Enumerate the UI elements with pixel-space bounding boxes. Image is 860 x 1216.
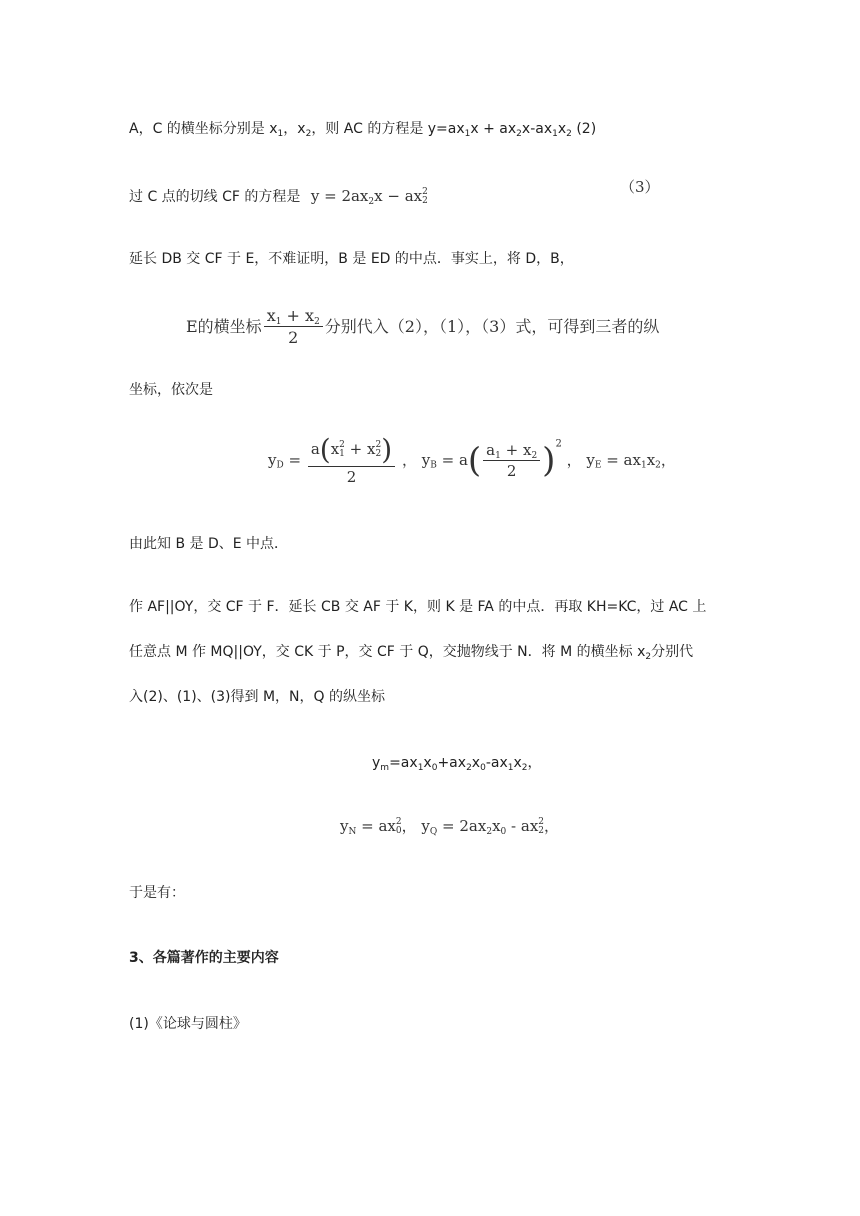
line-1-part: x <box>557 121 567 137</box>
f-part: a <box>458 451 468 469</box>
sup: 2 <box>538 817 545 827</box>
tangent-formula <box>311 187 428 205</box>
numerator <box>264 308 323 327</box>
line-1-label: A，C 的横坐标分别是 x <box>129 121 278 137</box>
fraction-yb <box>483 440 540 480</box>
sub: 2 <box>531 450 538 461</box>
num-part: a <box>310 440 320 458</box>
sub: 1 <box>640 460 647 471</box>
f-part: y <box>372 755 381 771</box>
f-part: x <box>513 755 522 771</box>
heading-text: 3、各篇著作的主要内容 <box>129 950 279 966</box>
denominator: 2 <box>506 461 517 480</box>
text-line-11 <box>372 755 542 773</box>
line-9-text-a: 任意点 M 作 MQ||OY，交 CK 于 P，交 CF 于 Q，交抛物线于 N．将 M 的横坐标 x <box>129 644 646 660</box>
sub: 0 <box>431 763 438 773</box>
text-line-9 <box>129 644 694 662</box>
text-line-8 <box>129 600 706 614</box>
sub: 1 <box>495 450 501 461</box>
f-part: x <box>646 451 656 469</box>
sub: 2 <box>516 129 522 139</box>
sub: 1 <box>552 129 558 139</box>
sup: 2 <box>555 438 562 450</box>
fraction <box>264 308 323 346</box>
sub: N <box>348 827 357 837</box>
sub: Q <box>429 827 438 837</box>
sub: 0 <box>500 827 507 837</box>
f-part: x <box>471 755 481 771</box>
f-part: y <box>421 817 430 835</box>
num-part: a <box>486 440 496 459</box>
sub: 2 <box>314 317 320 327</box>
line-4-pre: E的横坐标 <box>186 317 262 336</box>
text-line-12 <box>340 818 559 836</box>
denominator: 2 <box>346 468 357 486</box>
sup: 2 <box>395 817 402 827</box>
line-5-text: 坐标，依次是 <box>129 382 213 398</box>
f-part: -ax <box>485 755 508 771</box>
sub: 2 <box>521 763 528 773</box>
text-line-13 <box>129 886 185 900</box>
f-part: +ax <box>437 755 467 771</box>
sub: 1 <box>507 763 514 773</box>
sub: D <box>276 460 284 471</box>
sub: 2 <box>645 652 652 662</box>
sep: ， <box>566 451 582 469</box>
sub: 2 <box>305 129 312 139</box>
sub: E <box>594 460 602 471</box>
f-part: y <box>421 451 431 469</box>
f-part: - ax <box>506 817 539 835</box>
line-3-text: 延长 DB 交 CF 于 E，不难证明，B 是 ED 的中点．事实上，将 D，B， <box>129 251 574 267</box>
num-part: x <box>266 306 276 325</box>
line-13-text: 于是有： <box>129 885 185 901</box>
f-part: x <box>423 755 432 771</box>
num-part: + x <box>344 440 376 458</box>
sub: 1 <box>464 129 471 139</box>
text-line-10 <box>129 690 385 704</box>
section-heading <box>129 951 279 965</box>
paren: ) <box>542 440 556 481</box>
f-part: =ax <box>389 755 418 771</box>
text-line-3 <box>129 252 574 266</box>
f-part: ， <box>527 755 542 771</box>
text-line-7 <box>129 537 288 551</box>
text-line-1 <box>129 121 597 139</box>
sub: 2 <box>566 129 572 139</box>
line-2-text: 过 C 点的切线 CF 的方程是 <box>129 189 301 205</box>
line-10-text: 入(2)、(1)、(3)得到 M，N，Q 的纵坐标 <box>129 689 385 705</box>
denominator: 2 <box>288 328 299 347</box>
tag-text: （3） <box>620 178 660 196</box>
sup: 2 <box>375 440 382 450</box>
paren: ) <box>381 433 393 466</box>
sub: 0 <box>480 763 486 773</box>
sub: 1 <box>275 317 282 327</box>
text-line-5 <box>129 383 213 397</box>
sub: 2 <box>655 460 661 471</box>
fraction-yd <box>308 433 395 486</box>
sub: 1 <box>277 129 284 139</box>
sub: 2 <box>375 449 382 459</box>
line-1-part: x + ax <box>470 121 517 137</box>
sub: 1 <box>339 449 345 459</box>
sup: 2 <box>422 187 428 197</box>
numerator <box>483 440 540 461</box>
line-15-text: (1)《论球与圆柱》 <box>129 1016 247 1032</box>
line-1-part: x-ax <box>521 121 553 137</box>
formula-part: y = 2ax <box>310 187 369 205</box>
paren: ( <box>319 433 331 466</box>
sub: 2 <box>422 196 428 206</box>
line-7-text: 由此知 B 是 D、E 中点． <box>129 536 289 552</box>
equation-tag: (2) <box>576 121 597 137</box>
line-1-eq: ，则 AC 的方程是 y=ax <box>311 121 465 137</box>
line-4-post: 分别代入（2），（1），（3）式，可得到三者的纵 <box>324 317 660 336</box>
text-line-4 <box>186 308 659 346</box>
sub: 2 <box>466 763 472 773</box>
equation-tag-3 <box>620 180 660 195</box>
f-part: = <box>283 451 306 469</box>
sub: 2 <box>368 197 375 207</box>
text-line-2 <box>129 188 428 206</box>
sub: 1 <box>417 763 424 773</box>
f-part: x <box>492 817 501 835</box>
text-line-15 <box>129 1017 247 1031</box>
sup: 2 <box>339 440 345 450</box>
sub: 2 <box>486 827 493 837</box>
numerator <box>308 433 395 467</box>
sep: ， <box>401 451 417 469</box>
line-9-text-b: 分别代 <box>651 644 694 660</box>
sub: m <box>380 763 390 773</box>
text-line-6 <box>268 433 676 486</box>
sep: ， <box>660 451 676 469</box>
sub: 2 <box>538 826 545 836</box>
f-part: ， <box>544 817 560 835</box>
line-1-mid: ，x <box>283 121 306 137</box>
f-part: y <box>586 451 595 469</box>
f-part: y <box>340 817 349 835</box>
f-part: y <box>268 451 277 469</box>
sub: 0 <box>395 826 402 836</box>
formula-part: x − ax <box>374 187 423 205</box>
f-part: = ax <box>601 451 641 469</box>
line-8-text: 作 AF||OY，交 CF 于 F．延长 CB 交 AF 于 K，则 K 是 FA 的中点．再取 KH=KC，过 AC 上 <box>129 599 707 615</box>
f-part: = 2ax <box>437 817 487 835</box>
f-part: = <box>436 451 459 469</box>
f-part: = ax <box>356 817 396 835</box>
sep: ， <box>401 817 417 835</box>
paren: ( <box>467 440 482 481</box>
num-part: x <box>330 440 340 458</box>
sub: B <box>430 460 437 471</box>
num-part: + x <box>500 440 532 459</box>
num-part: + x <box>281 306 315 325</box>
